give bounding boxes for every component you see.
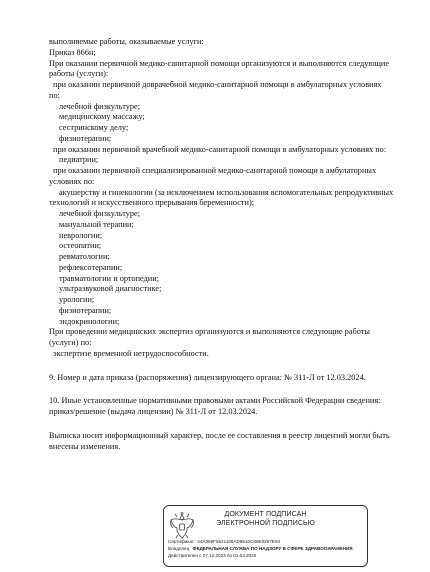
text-line: физиотерапии;: [59, 305, 112, 315]
text-line: неврологии;: [59, 230, 103, 240]
text-line: травматологии и ортопедии;: [59, 273, 159, 283]
text-line: ультразвуковой диагностике;: [59, 284, 162, 294]
owner-label: Владелец: [168, 545, 190, 551]
text-line: лечебной физкультуре;: [59, 101, 140, 111]
electronic-signature-stamp: [163, 505, 368, 567]
text-line: урологии;: [59, 295, 95, 304]
text-line: при оказании первичной специализированной медико-санитарной помощи в амбулаторных: [53, 166, 377, 175]
license-order-item: 9. Номер и дата приказа (распоряжения) лицензирующего органа: № 311-Л от 12.03.2024.: [49, 372, 366, 382]
text-line: мануальной терапии;: [59, 219, 134, 229]
text-line: При оказании первичной медико-санитарной помощи организуются и выполняются следующие: [49, 58, 390, 68]
disclaimer-note: внесены изменения.: [49, 441, 121, 451]
text-line: (услуги) по:: [49, 338, 92, 347]
owner-row: [168, 546, 366, 553]
paragraph-gap: [49, 360, 399, 373]
text-line: Приказ 866н;: [49, 47, 96, 57]
other-info-item: приказ/решение (выдача лицензии) № 311-Л от 12.03.2024.: [49, 407, 258, 416]
text-line: выполняемые работы, оказываемые услуги:: [49, 37, 204, 46]
text-line: педиатрии;: [59, 155, 99, 165]
paragraph-gap: [49, 418, 399, 431]
text-line: технологий и искусственного прерывания беременности);: [49, 198, 255, 208]
text-line: медицинскому массажу;: [59, 112, 145, 122]
license-extract-text: [49, 37, 399, 452]
certificate-value: 44A369F5521108AD8610C88E0257E03: [197, 539, 280, 544]
validity-row: Действителен с 07.12.2023 по 01.03.2025: [168, 552, 257, 558]
other-info-item: 10. Иные установленные нормативными правовыми актами Российской Федерации сведения:: [49, 396, 381, 406]
certificate-row: [168, 539, 366, 546]
text-line: по:: [49, 90, 60, 100]
text-line: физиотерапии;: [59, 133, 112, 143]
text-line: лечебной физкультуре;: [59, 209, 140, 218]
text-line: сестринскому делу;: [59, 123, 129, 132]
stamp-details: [168, 539, 366, 559]
text-line: эндокринологии;: [59, 316, 120, 326]
text-line: ревматологии;: [59, 252, 110, 261]
text-line: условиях по:: [49, 176, 95, 186]
text-line: акушерству и гинекологии (за исключением использования вспомогательных репродуктивных: [59, 187, 394, 197]
owner-value: ФЕДЕРАЛЬНАЯ СЛУЖБА ПО НАДЗОРУ В СФЕРЕ ЗДРАВООХРАНЕНИЯ: [192, 545, 353, 551]
text-line: остеопатии;: [59, 241, 102, 251]
text-line: работы (услуги):: [49, 69, 109, 79]
paragraph-gap: [49, 383, 399, 396]
stamp-title-line: ДОКУМЕНТ ПОДПИСАН: [224, 511, 307, 518]
text-line: при оказании первичной доврачебной медико-санитарной помощи в амбулаторных условиях: [53, 80, 382, 89]
text-line: При проведении медицинских экспертиз организуются и выполняются следующие работы: [49, 327, 370, 337]
disclaimer-note: Выписка носит информационный характер, после ее составления в реестр лицензий могли быть: [49, 430, 390, 440]
stamp-title-line: ЭЛЕКТРОННОЙ ПОДПИСЬЮ: [216, 519, 315, 527]
text-line: при оказании первичной врачебной медико-санитарной помощи в амбулаторных условиях по:: [53, 144, 387, 154]
stamp-title: [164, 511, 367, 528]
text-line: экспертизе временной нетрудоспособности.: [53, 348, 209, 358]
certificate-label: Сертификат: [168, 539, 195, 544]
text-line: рефлексотерапии;: [59, 262, 123, 272]
